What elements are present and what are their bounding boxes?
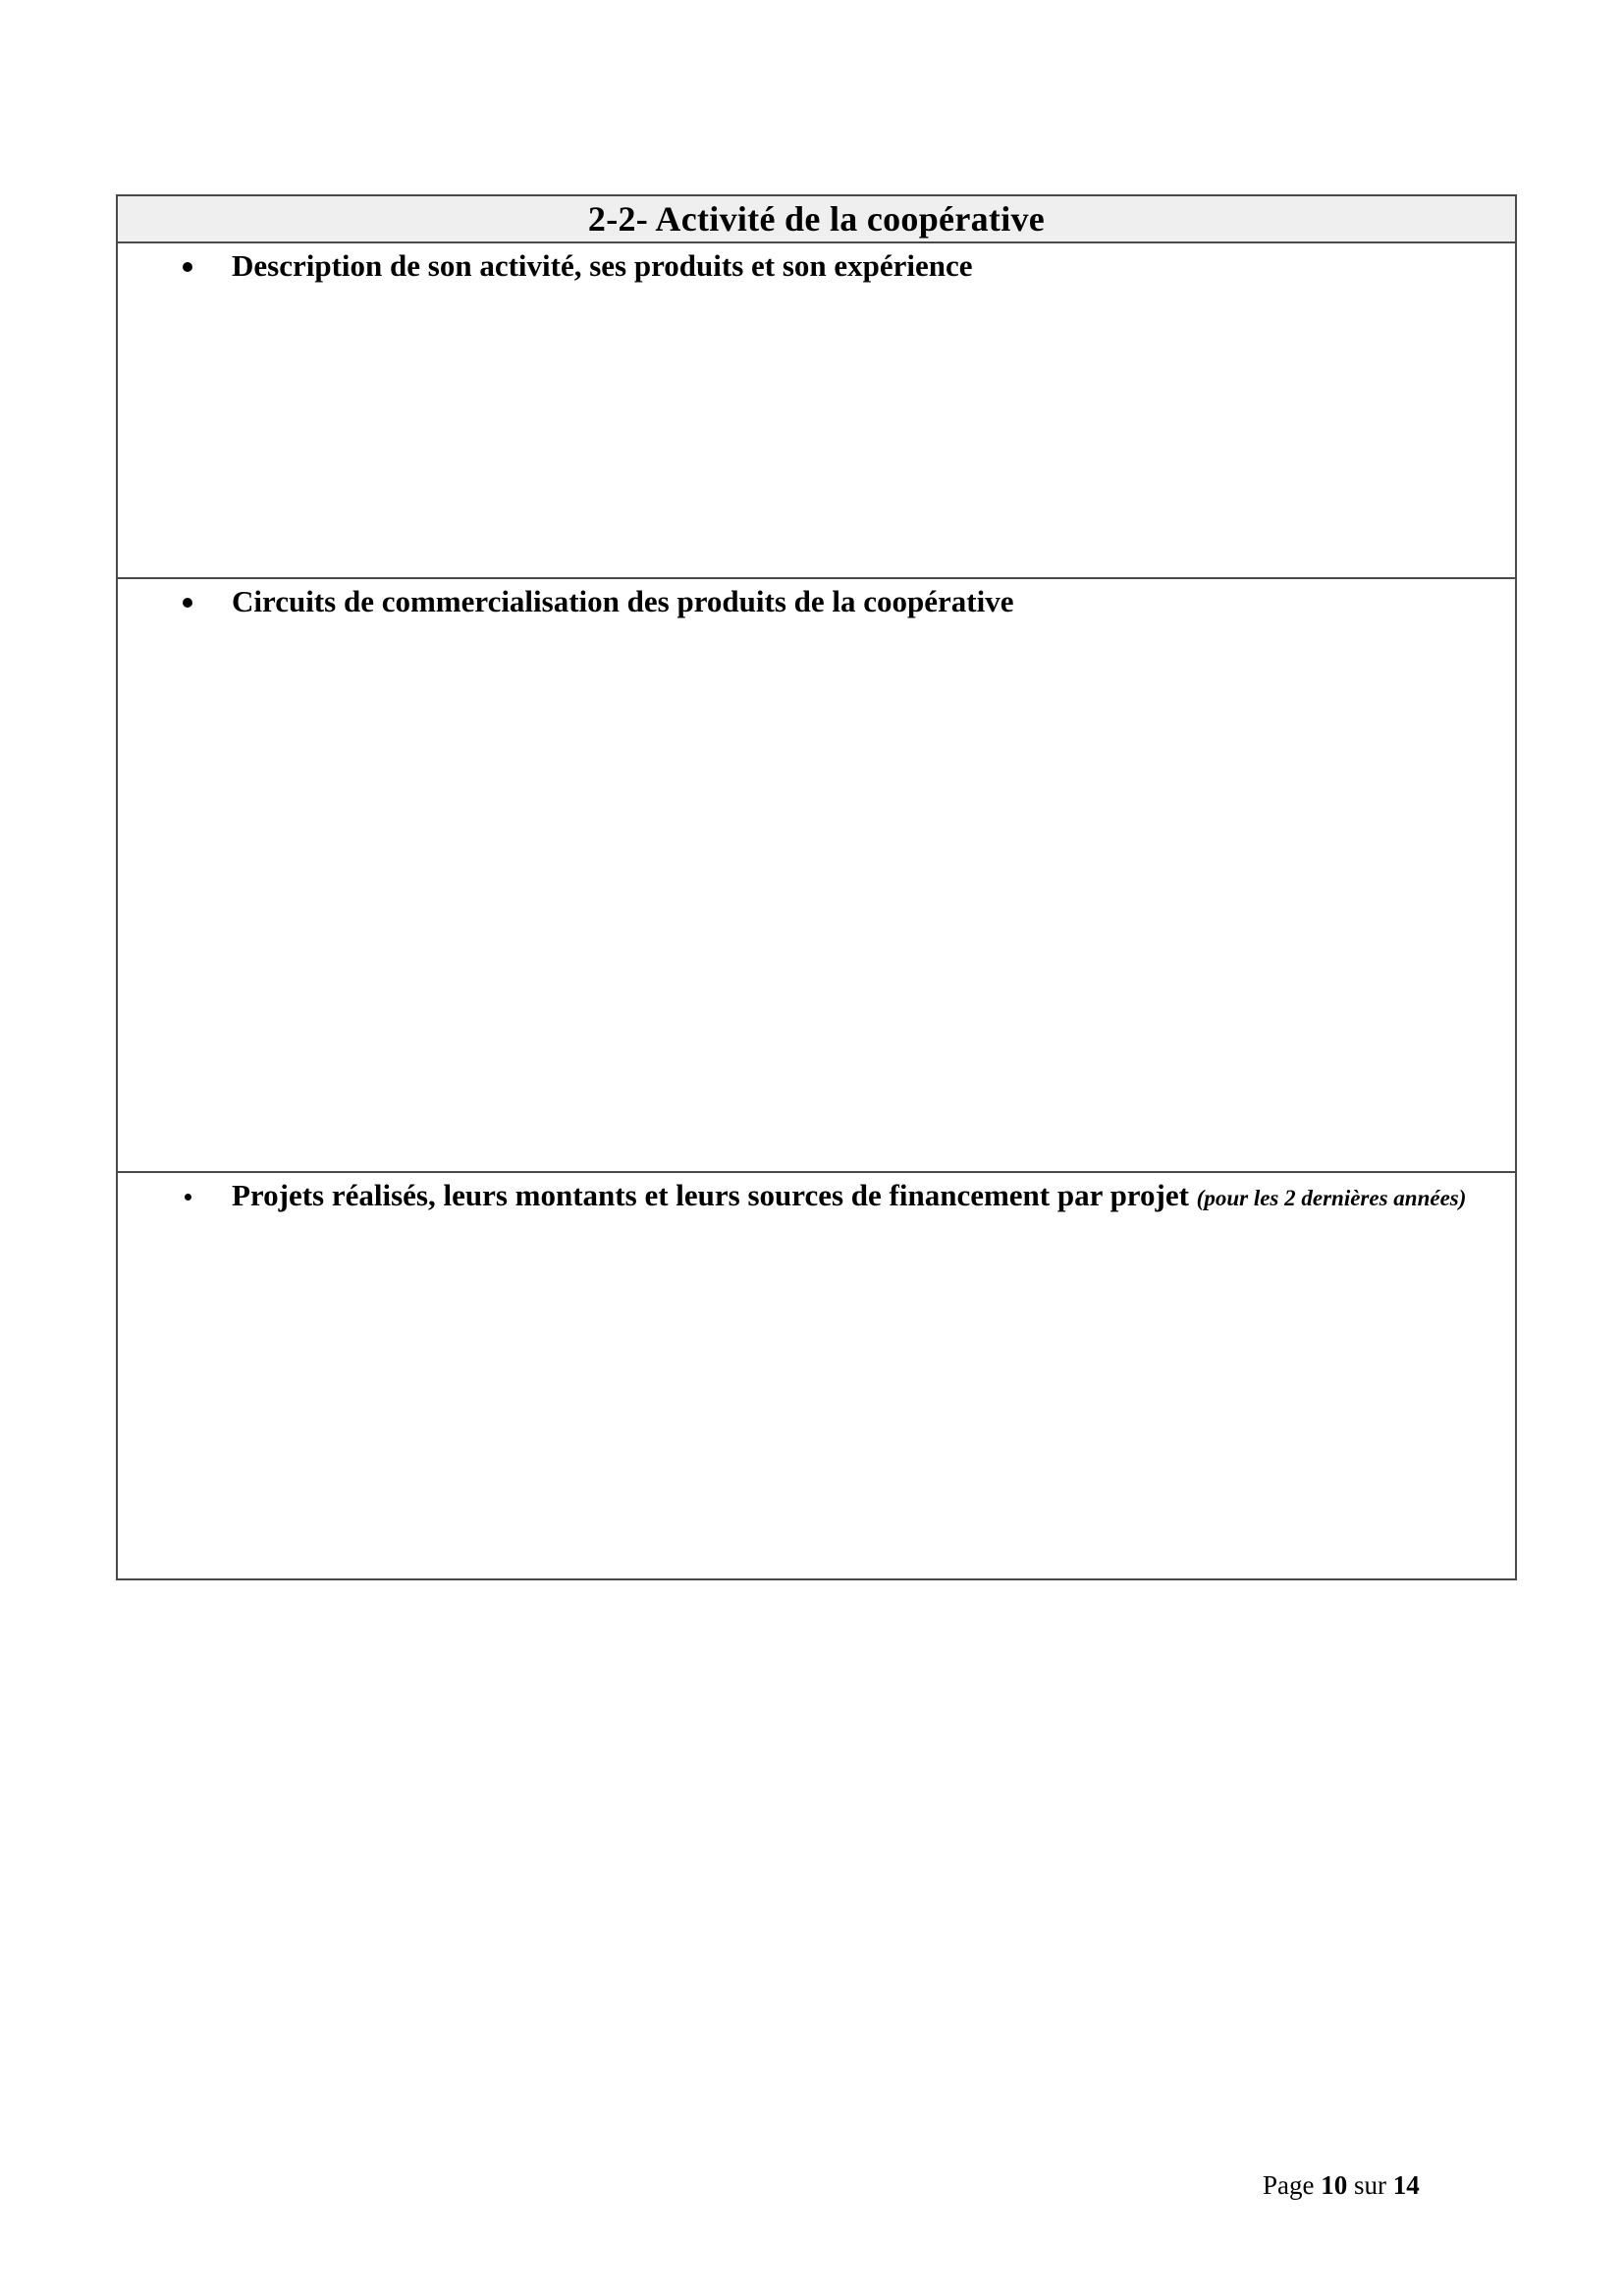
bullet-icon <box>185 1194 191 1201</box>
list-item <box>118 1173 1515 1213</box>
projects-financing-cell[interactable] <box>117 1172 1516 1579</box>
page-prefix: Page <box>1263 2170 1315 2200</box>
item-note: (pour les 2 dernières années) <box>1196 1186 1467 1210</box>
page-separator: sur <box>1353 2170 1386 2200</box>
activity-form-table <box>116 194 1517 1580</box>
commercial-circuits-cell[interactable] <box>117 578 1516 1172</box>
section-title: 2-2- Activité de la coopérative <box>587 199 1046 239</box>
list-item <box>118 579 1515 618</box>
list-item <box>118 243 1515 283</box>
activity-description-cell[interactable] <box>117 242 1516 578</box>
section-header-cell <box>117 195 1516 242</box>
page-number-footer <box>1263 2169 1420 2201</box>
item-label: Projets réalisés, leurs montants et leurs sources de financement par projet <box>232 1178 1189 1212</box>
page-total: 14 <box>1392 2170 1420 2200</box>
page-current: 10 <box>1321 2170 1348 2200</box>
bullet-icon <box>183 262 192 272</box>
item-label: Circuits de commercialisation des produits de la coopérative <box>232 584 1014 618</box>
item-label: Description de son activité, ses produits et son expérience <box>232 248 973 283</box>
bullet-icon <box>183 598 192 608</box>
